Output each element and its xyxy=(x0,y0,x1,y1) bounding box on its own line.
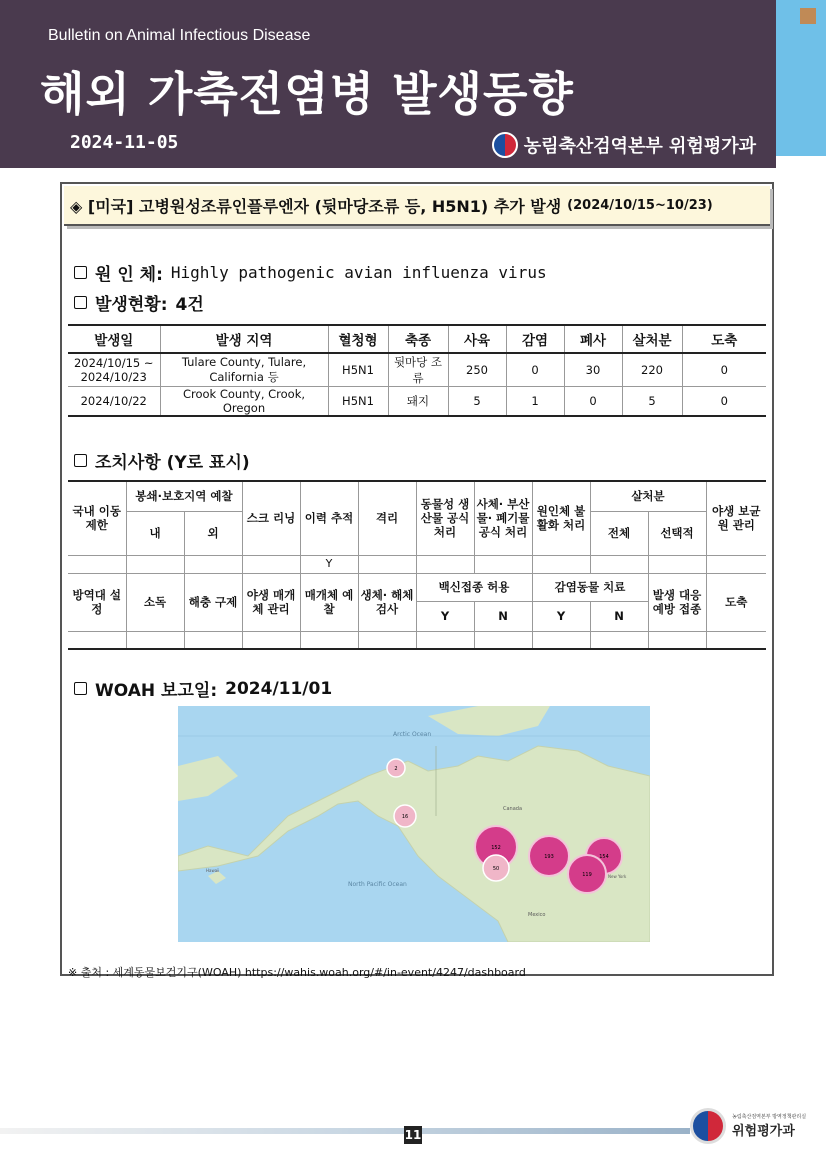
source-note: ※ 출처 : 세계동물보건기구(WOAH) https://wahis.woah.org/#/in-event/4247/dashboard xyxy=(68,966,526,979)
table-cell: Crook County, Crook, Oregon xyxy=(160,387,328,417)
table-cell: 2024/10/22 xyxy=(68,387,160,417)
measure-value xyxy=(706,555,766,573)
measure-value xyxy=(242,555,300,573)
measure-value xyxy=(706,631,766,649)
measure-header: 소독 xyxy=(126,573,184,631)
col-header: 발생 지역 xyxy=(160,325,328,353)
north-america-land xyxy=(178,746,650,942)
cluster-count: 119 xyxy=(582,872,592,878)
table-cell: 2024/10/15 ~ 2024/10/23 xyxy=(68,353,160,387)
col-header: 살처분 xyxy=(622,325,682,353)
taeguk-logo-icon xyxy=(492,132,518,158)
col-header: 감염 xyxy=(506,325,564,353)
pathogen-line xyxy=(74,260,547,285)
table-cell: 뒷마당 조류 xyxy=(388,353,448,387)
table-cell: 5 xyxy=(622,387,682,417)
map-label-newyork: New York xyxy=(608,874,627,879)
bulletin-subtitle: Bulletin on Animal Infectious Disease xyxy=(48,27,311,44)
measure-value xyxy=(532,555,590,573)
cluster-count: 50 xyxy=(492,866,500,872)
status-line xyxy=(74,290,204,315)
map-label-hawaii: Hawaii xyxy=(206,868,220,873)
table-cell: 30 xyxy=(564,353,622,387)
header-banner xyxy=(0,0,776,168)
siberia-land xyxy=(178,756,238,801)
table-cell: 0 xyxy=(682,353,766,387)
map-label-mexico: Mexico xyxy=(528,912,546,918)
table-cell: 5 xyxy=(448,387,506,417)
bulletin-period: (2024/10/15~10/23) xyxy=(567,197,713,213)
header-org xyxy=(492,132,756,158)
issue-date: 2024-11-05 xyxy=(70,132,179,153)
cluster-count: 152 xyxy=(491,845,501,851)
page-title: 해외 가축전염병 발생동향 xyxy=(40,67,574,121)
table-cell: Tulare County, Tulare, California 등 xyxy=(160,353,328,387)
checkbox-square-icon xyxy=(74,682,87,695)
measure-value xyxy=(184,555,242,573)
table-cell: 0 xyxy=(564,387,622,417)
col-header: 도축 xyxy=(682,325,766,353)
measure-header: 봉쇄·보호지역 예찰 xyxy=(126,481,242,511)
measure-subheader: Y xyxy=(532,601,590,631)
pathogen-value: Highly pathogenic avian influenza virus xyxy=(170,263,547,282)
measure-header: 생체· 해체 검사 xyxy=(358,573,416,631)
measure-subheader: N xyxy=(590,601,648,631)
measure-subheader: 내 xyxy=(126,511,184,555)
checkbox-square-icon xyxy=(74,266,87,279)
measure-subheader: 외 xyxy=(184,511,242,555)
outbreak-map xyxy=(178,706,650,942)
measure-subheader: 전체 xyxy=(590,511,648,555)
measure-header: 사체· 부산물· 폐기물 공식 처리 xyxy=(474,481,532,555)
cluster-count: 193 xyxy=(544,854,554,860)
measure-header: 살처분 xyxy=(590,481,706,511)
woah-value: 2024/11/01 xyxy=(225,678,333,699)
measure-value xyxy=(242,631,300,649)
footer-org-label: 위험평가과 xyxy=(732,1124,795,1139)
table-cell: 220 xyxy=(622,353,682,387)
measure-header: 동물성 생산물 공식 처리 xyxy=(416,481,474,555)
measure-header: 야생 매개체 관리 xyxy=(242,573,300,631)
measure-value xyxy=(416,631,474,649)
measure-value xyxy=(590,631,648,649)
cluster-count: 16 xyxy=(401,814,409,820)
outbreak-table xyxy=(68,324,766,417)
page-number: 11 xyxy=(404,1128,422,1142)
measure-value xyxy=(126,631,184,649)
measure-value xyxy=(532,631,590,649)
map-label-canada: Canada xyxy=(503,806,523,812)
woah-line xyxy=(74,676,332,701)
col-header: 축종 xyxy=(388,325,448,353)
status-value: 4건 xyxy=(175,295,204,315)
measure-header: 국내 이동 제한 xyxy=(68,481,126,555)
measure-value xyxy=(648,631,706,649)
measures-line xyxy=(74,448,250,473)
table-row xyxy=(68,353,766,387)
pathogen-label: 원 인 체: xyxy=(95,265,163,285)
bulletin-title-bar xyxy=(64,186,770,226)
measure-header: 방역대 설정 xyxy=(68,573,126,631)
measure-header: 도축 xyxy=(706,573,766,631)
measure-header: 감염동물 치료 xyxy=(532,573,648,601)
measure-header: 야생 보균원 관리 xyxy=(706,481,766,555)
measure-value xyxy=(126,555,184,573)
footer-org xyxy=(732,1113,806,1139)
footer-logo xyxy=(690,1108,806,1144)
measure-header: 해충 구제 xyxy=(184,573,242,631)
table-cell: 250 xyxy=(448,353,506,387)
table-cell: 1 xyxy=(506,387,564,417)
bulletin-box xyxy=(60,182,774,979)
footer-rule xyxy=(0,1128,690,1134)
measure-value xyxy=(68,631,126,649)
header-org-label: 농림축산검역본부 위험평가과 xyxy=(523,136,756,157)
col-header: 발생일 xyxy=(68,325,160,353)
col-header: 사육 xyxy=(448,325,506,353)
measure-value xyxy=(358,631,416,649)
measure-value xyxy=(68,555,126,573)
side-accent-square xyxy=(800,8,816,24)
measure-value xyxy=(416,555,474,573)
measure-header: 매개체 예찰 xyxy=(300,573,358,631)
checkbox-square-icon xyxy=(74,454,87,467)
measure-value xyxy=(300,631,358,649)
measure-value xyxy=(474,555,532,573)
table-cell: 0 xyxy=(682,387,766,417)
outbreak-map-graphic xyxy=(178,706,650,942)
measure-header: 이력 추적 xyxy=(300,481,358,555)
measure-subheader: 선택적 xyxy=(648,511,706,555)
arctic-islands-land xyxy=(428,706,550,736)
col-header: 혈청형 xyxy=(328,325,388,353)
measure-value xyxy=(590,555,648,573)
table-cell: H5N1 xyxy=(328,387,388,417)
table-row xyxy=(68,387,766,417)
col-header: 폐사 xyxy=(564,325,622,353)
map-label-arctic: Arctic Ocean xyxy=(393,731,432,738)
measures-table xyxy=(68,480,766,650)
footer-org-small: 농림축산검역본부 방역정책관리실 xyxy=(732,1114,807,1120)
checkbox-square-icon xyxy=(74,296,87,309)
cluster-count: 2 xyxy=(394,766,398,772)
measure-subheader: Y xyxy=(416,601,474,631)
cluster-count: 154 xyxy=(599,854,609,860)
map-label-pacific: North Pacific Ocean xyxy=(348,881,407,888)
measure-header: 원인체 불활화 처리 xyxy=(532,481,590,555)
woah-label: WOAH 보고일: xyxy=(95,681,218,701)
table-cell: 0 xyxy=(506,353,564,387)
bulletin-title: ◈ [미국] 고병원성조류인플루엔자 (뒷마당조류 등, H5N1) 추가 발생 xyxy=(70,196,562,216)
measures-label: 조치사항 (Y로 표시) xyxy=(95,453,250,473)
measure-header: 발생 대응 예방 접종 xyxy=(648,573,706,631)
table-cell: H5N1 xyxy=(328,353,388,387)
table-cell: 돼지 xyxy=(388,387,448,417)
measure-value xyxy=(358,555,416,573)
taeguk-logo-icon xyxy=(690,1108,726,1144)
measure-header: 격리 xyxy=(358,481,416,555)
measure-value xyxy=(184,631,242,649)
measure-value xyxy=(474,631,532,649)
measure-header: 스크 리닝 xyxy=(242,481,300,555)
measure-header: 백신접종 허용 xyxy=(416,573,532,601)
measure-subheader: N xyxy=(474,601,532,631)
status-label: 발생현황: xyxy=(95,295,168,315)
measure-value xyxy=(648,555,706,573)
measure-value: Y xyxy=(300,555,358,573)
